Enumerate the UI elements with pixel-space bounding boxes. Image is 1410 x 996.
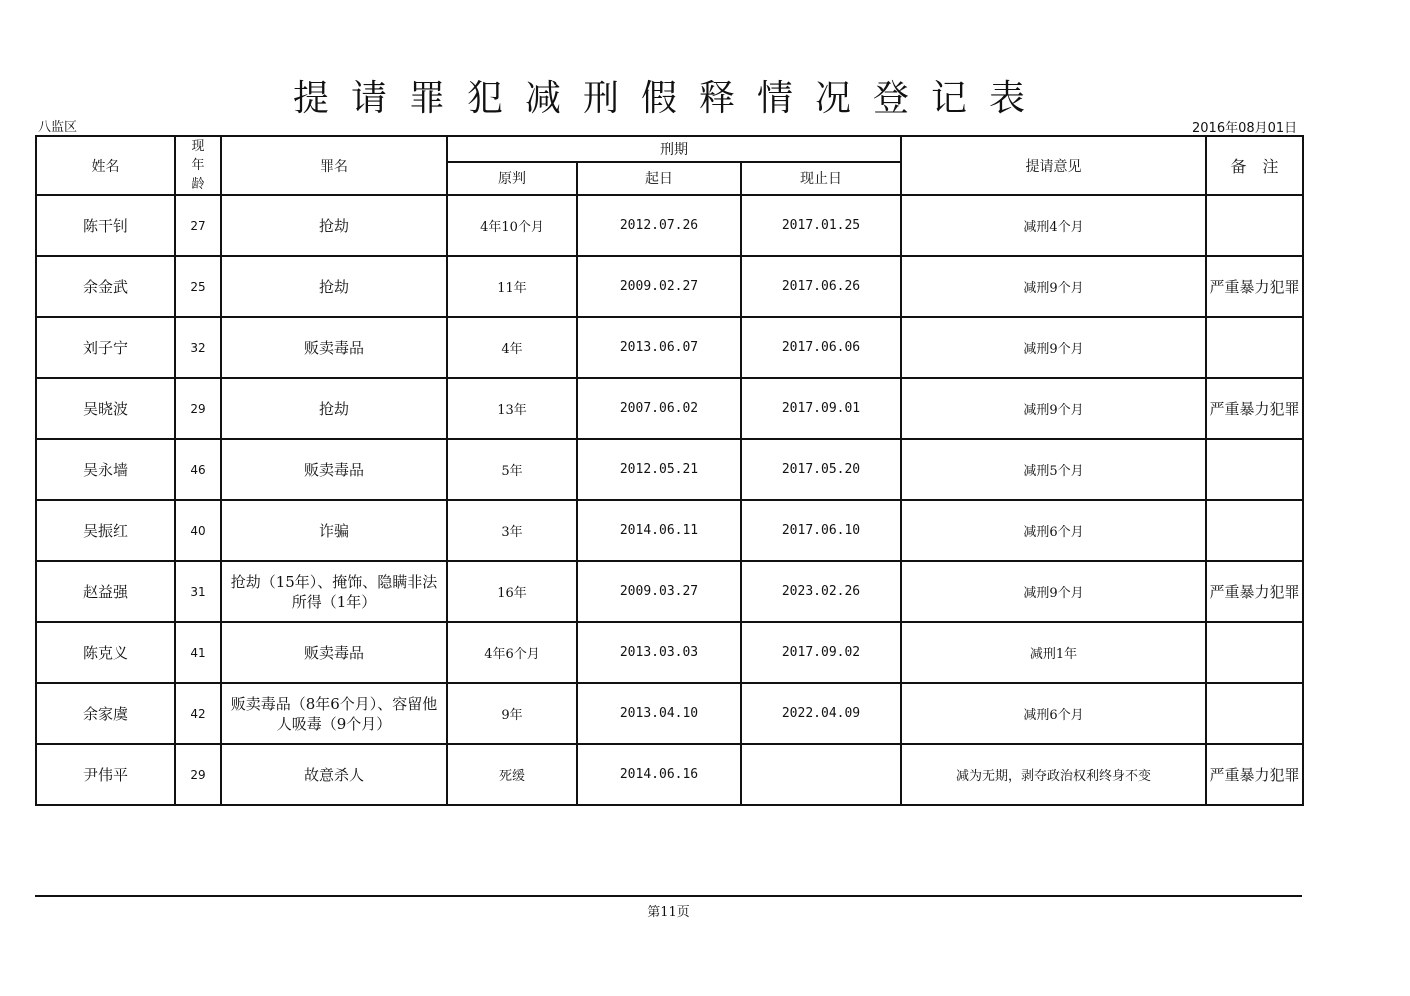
cell-original: 11年 — [447, 256, 577, 317]
cell-opinion: 减刑9个月 — [901, 317, 1206, 378]
header-age-text: 现年龄 — [191, 139, 205, 192]
cell-end: 2017.06.06 — [741, 317, 901, 378]
cell-opinion: 减刑1年 — [901, 622, 1206, 683]
cell-start: 2012.07.26 — [577, 195, 741, 256]
cell-start: 2013.03.03 — [577, 622, 741, 683]
cell-end: 2017.06.26 — [741, 256, 901, 317]
cell-opinion: 减刑4个月 — [901, 195, 1206, 256]
header-name: 姓名 — [36, 136, 175, 195]
page-number: 第11页 — [647, 905, 690, 920]
cell-age: 32 — [175, 317, 221, 378]
header-opinion: 提请意见 — [901, 136, 1206, 195]
cell-start: 2013.04.10 — [577, 683, 741, 744]
cell-name: 吴振红 — [36, 500, 175, 561]
cell-opinion: 减刑5个月 — [901, 439, 1206, 500]
cell-age: 41 — [175, 622, 221, 683]
cell-start: 2013.06.07 — [577, 317, 741, 378]
cell-original: 4年6个月 — [447, 622, 577, 683]
cell-crime: 抢劫 — [221, 256, 447, 317]
cell-end: 2017.09.01 — [741, 378, 901, 439]
cell-age: 29 — [175, 378, 221, 439]
cell-end: 2017.05.20 — [741, 439, 901, 500]
header-term: 刑期 — [447, 136, 901, 162]
cell-note: 严重暴力犯罪 — [1206, 561, 1303, 622]
cell-crime: 抢劫 — [221, 195, 447, 256]
table-row — [36, 317, 1303, 378]
cell-note — [1206, 622, 1303, 683]
cell-opinion: 减为无期，剥夺政治权利终身不变 — [901, 744, 1206, 805]
cell-end: 2023.02.26 — [741, 561, 901, 622]
cell-name: 尹伟平 — [36, 744, 175, 805]
cell-note: 严重暴力犯罪 — [1206, 744, 1303, 805]
cell-crime: 抢劫 — [221, 378, 447, 439]
table-row — [36, 439, 1303, 500]
cell-end: 2017.09.02 — [741, 622, 901, 683]
cell-note — [1206, 317, 1303, 378]
cell-end: 2017.06.10 — [741, 500, 901, 561]
cell-original: 3年 — [447, 500, 577, 561]
cell-note — [1206, 683, 1303, 744]
cell-age: 31 — [175, 561, 221, 622]
cell-original: 4年10个月 — [447, 195, 577, 256]
cell-crime: 诈骗 — [221, 500, 447, 561]
cell-name: 余家虞 — [36, 683, 175, 744]
table-row — [36, 500, 1303, 561]
cell-name: 赵益强 — [36, 561, 175, 622]
cell-age: 46 — [175, 439, 221, 500]
header-crime: 罪名 — [221, 136, 447, 195]
cell-original: 死缓 — [447, 744, 577, 805]
cell-age: 42 — [175, 683, 221, 744]
cell-original: 13年 — [447, 378, 577, 439]
cell-age: 25 — [175, 256, 221, 317]
header-end: 现止日 — [741, 162, 901, 195]
cell-note: 严重暴力犯罪 — [1206, 256, 1303, 317]
cell-start: 2007.06.02 — [577, 378, 741, 439]
cell-age: 29 — [175, 744, 221, 805]
cell-name: 陈克义 — [36, 622, 175, 683]
registration-table — [35, 135, 1304, 806]
cell-crime: 贩卖毒品（8年6个月）、容留他人吸毒（9个月） — [221, 683, 447, 744]
header-age — [175, 136, 221, 195]
cell-crime: 贩卖毒品 — [221, 439, 447, 500]
cell-original: 4年 — [447, 317, 577, 378]
cell-name: 陈干钊 — [36, 195, 175, 256]
table-row — [36, 256, 1303, 317]
cell-note — [1206, 195, 1303, 256]
header-original: 原判 — [447, 162, 577, 195]
table-row — [36, 744, 1303, 805]
unit-label: 八监区 — [38, 120, 78, 135]
cell-name: 吴永墙 — [36, 439, 175, 500]
cell-start: 2012.05.21 — [577, 439, 741, 500]
table-row — [36, 622, 1303, 683]
cell-end — [741, 744, 901, 805]
cell-name: 刘子宁 — [36, 317, 175, 378]
cell-opinion: 减刑6个月 — [901, 500, 1206, 561]
cell-crime: 抢劫（15年）、掩饰、隐瞒非法所得（1年） — [221, 561, 447, 622]
cell-crime: 贩卖毒品 — [221, 317, 447, 378]
cell-note — [1206, 500, 1303, 561]
table-row — [36, 195, 1303, 256]
cell-end: 2017.01.25 — [741, 195, 901, 256]
cell-original: 9年 — [447, 683, 577, 744]
table-row — [36, 683, 1303, 744]
cell-age: 27 — [175, 195, 221, 256]
cell-crime: 贩卖毒品 — [221, 622, 447, 683]
cell-original: 5年 — [447, 439, 577, 500]
cell-start: 2009.02.27 — [577, 256, 741, 317]
footer-rule — [35, 895, 1302, 897]
cell-note — [1206, 439, 1303, 500]
cell-start: 2009.03.27 — [577, 561, 741, 622]
table-row — [36, 561, 1303, 622]
cell-note: 严重暴力犯罪 — [1206, 378, 1303, 439]
cell-age: 40 — [175, 500, 221, 561]
cell-opinion: 减刑9个月 — [901, 561, 1206, 622]
cell-crime: 故意杀人 — [221, 744, 447, 805]
cell-opinion: 减刑6个月 — [901, 683, 1206, 744]
header-note: 备 注 — [1206, 136, 1303, 195]
table-row — [36, 378, 1303, 439]
cell-start: 2014.06.11 — [577, 500, 741, 561]
cell-name: 吴晓波 — [36, 378, 175, 439]
cell-end: 2022.04.09 — [741, 683, 901, 744]
cell-opinion: 减刑9个月 — [901, 256, 1206, 317]
cell-start: 2014.06.16 — [577, 744, 741, 805]
date-label: 2016年08月01日 — [1192, 121, 1298, 136]
cell-opinion: 减刑9个月 — [901, 378, 1206, 439]
cell-original: 16年 — [447, 561, 577, 622]
page-title: 提请罪犯减刑假释情况登记表 — [292, 78, 1047, 119]
header-start: 起日 — [577, 162, 741, 195]
cell-name: 余金武 — [36, 256, 175, 317]
